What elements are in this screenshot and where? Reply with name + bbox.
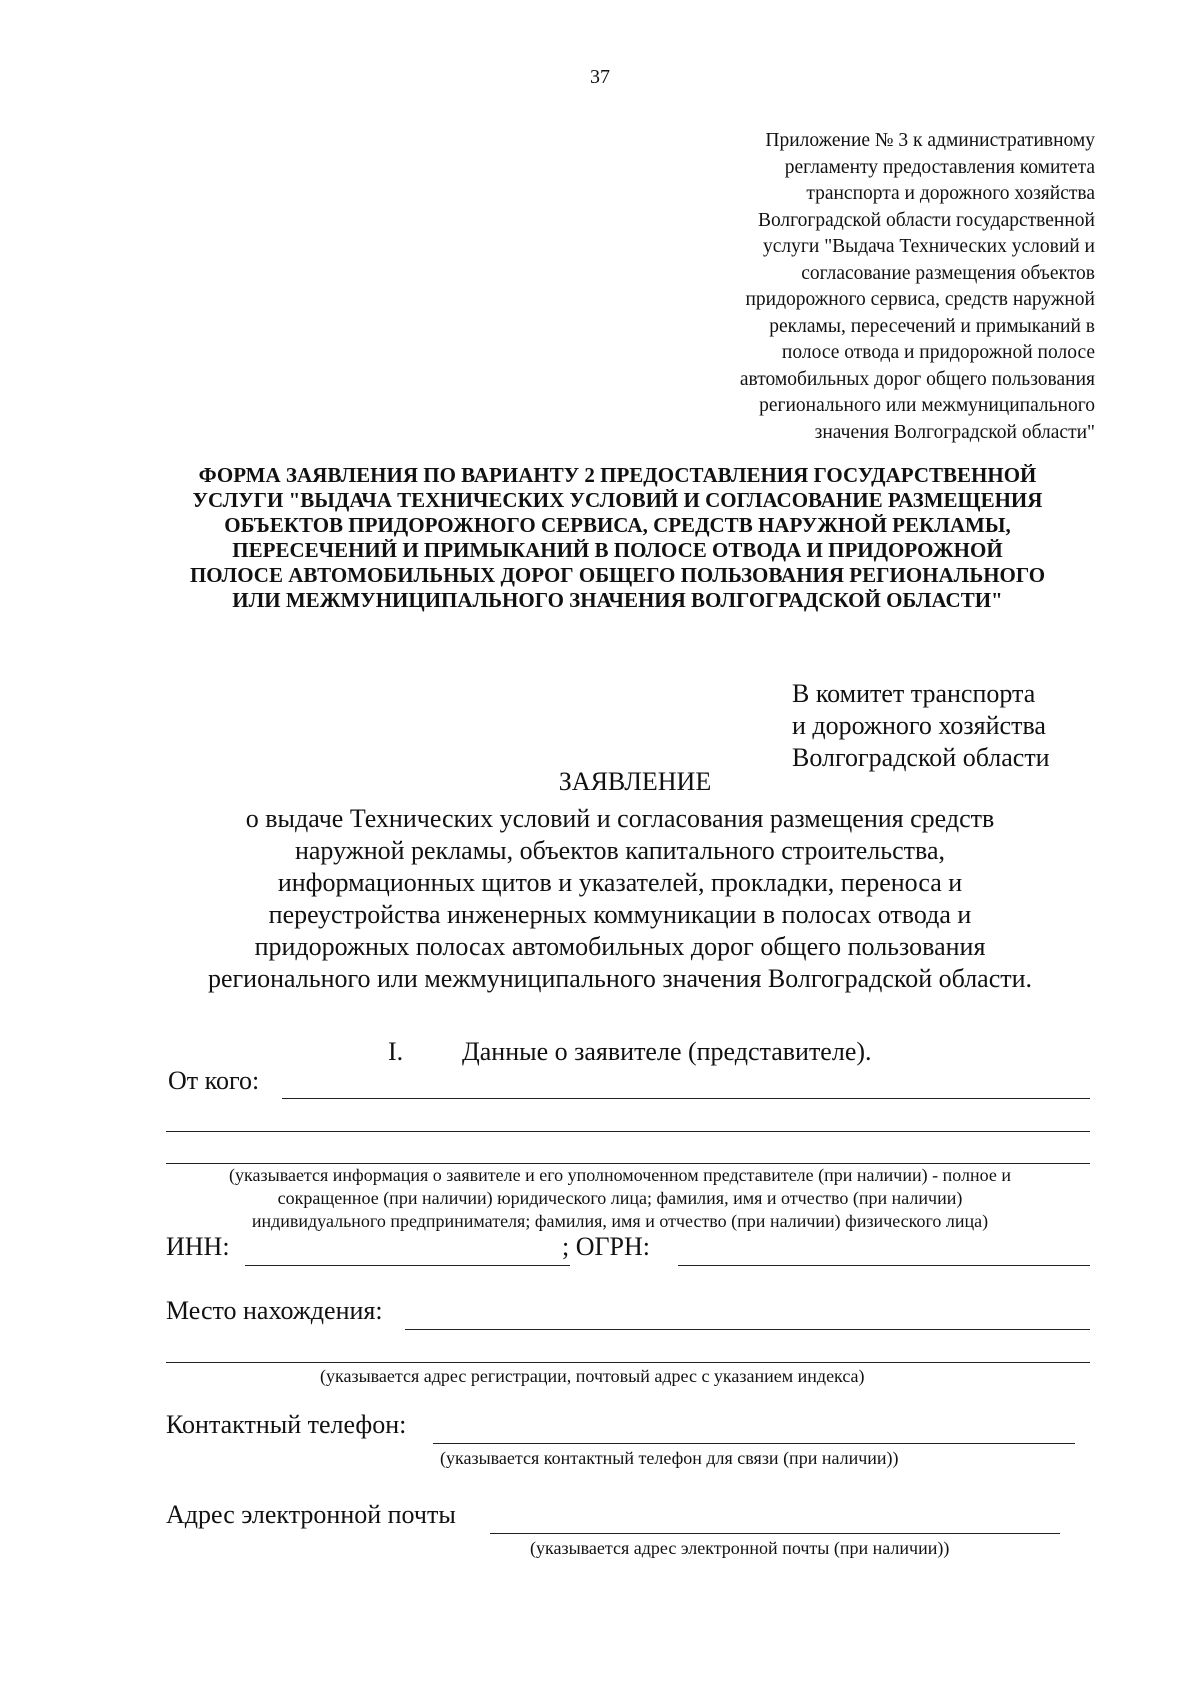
form-title-line: ПЕРЕСЕЧЕНИЙ И ПРИМЫКАНИЙ В ПОЛОСЕ ОТВОДА И ПРИДОРОЖНОЙ — [232, 538, 1003, 562]
appendix-line: регионального или межмуниципального — [759, 395, 1095, 416]
section-title: Данные о заявителе (представителе). — [462, 1037, 872, 1066]
appendix-line: Волгоградской области государственной — [757, 209, 1095, 231]
form-title-line: ОБЪЕКТОВ ПРИДОРОЖНОГО СЕРВИСА, СРЕДСТВ НАРУЖНОЙ РЕКЛАМЫ, — [224, 513, 1011, 537]
appendix-line: услуги "Выдача Технических условий и — [763, 236, 1095, 257]
phone-field-line[interactable] — [433, 1443, 1075, 1444]
inn-field-line[interactable] — [245, 1265, 570, 1266]
addressee-line: и дорожного хозяйства — [792, 711, 1046, 740]
appendix-line: согласование размещения объектов — [801, 262, 1095, 284]
form-title-line: ПОЛОСЕ АВТОМОБИЛЬНЫХ ДОРОГ ОБЩЕГО ПОЛЬЗОВАНИЯ РЕГИОНАЛЬНОГО — [189, 563, 1046, 587]
appendix-line: рекламы, пересечений и примыканий в — [769, 315, 1095, 337]
from-label: От кого: — [168, 1066, 260, 1095]
applicant-hint — [150, 1164, 1090, 1233]
application-title: ЗАЯВЛЕНИЕ — [558, 767, 712, 796]
appendix-line: придорожного сервиса, средств наружной — [745, 289, 1095, 310]
email-hint: (указывается адрес электронной почты (при наличии)) — [530, 1538, 950, 1558]
ogrn-label: ; ОГРН: — [562, 1232, 650, 1261]
page-number: 37 — [590, 66, 610, 88]
inn-label: ИНН: — [166, 1232, 230, 1261]
phone-hint: (указывается контактный телефон для связи (при наличии)) — [440, 1448, 899, 1468]
ogrn-field-line[interactable] — [678, 1265, 1090, 1266]
appendix-line: транспорта и дорожного хозяйства — [806, 183, 1095, 204]
email-label: Адрес электронной почты — [166, 1500, 456, 1529]
location-field-line[interactable] — [405, 1329, 1090, 1330]
email-field-line[interactable] — [490, 1533, 1060, 1534]
from-field-line-2[interactable] — [166, 1131, 1090, 1132]
phone-label: Контактный телефон: — [166, 1410, 407, 1439]
appendix-line: автомобильных дорог общего пользования — [739, 368, 1095, 390]
applicant-hint-line: индивидуального предпринимателя; фамилия, имя и отчество (при наличии) физического лица) — [251, 1211, 989, 1231]
subtitle-line: регионального или межмуниципального значения Волгоградской области. — [207, 964, 1033, 993]
applicant-hint-line: сокращенное (при наличии) юридического лица; фамилия, имя и отчество (при наличии) — [277, 1188, 963, 1208]
appendix-line: Приложение № 3 к административному — [765, 130, 1095, 151]
form-title-line: УСЛУГИ "ВЫДАЧА ТЕХНИЧЕСКИХ УСЛОВИЙ И СОГЛАСОВАНИЕ РАЗМЕЩЕНИЯ — [192, 488, 1043, 512]
application-subtitle — [160, 803, 1080, 995]
appendix-line: регламенту предоставления комитета — [784, 156, 1095, 178]
addressee-line: В комитет транспорта — [792, 679, 1036, 708]
from-field-line[interactable] — [282, 1098, 1090, 1099]
applicant-hint-line: (указывается информация о заявителе и его уполномоченном представителе (при наличии) - полное и — [229, 1165, 1011, 1185]
addressee-line: Волгоградской области — [792, 743, 1050, 772]
subtitle-line: наружной рекламы, объектов капитального строительства, — [294, 836, 946, 865]
form-title-line: ФОРМА ЗАЯВЛЕНИЯ ПО ВАРИАНТУ 2 ПРЕДОСТАВЛЕНИЯ ГОСУДАРСТВЕННОЙ — [198, 463, 1037, 487]
addressee — [792, 678, 1050, 774]
form-title — [165, 463, 1070, 613]
subtitle-line: переустройства инженерных коммуникации в полосах отвода и — [268, 900, 972, 929]
location-label: Место нахождения: — [166, 1296, 383, 1325]
section-number: I. — [388, 1037, 404, 1066]
subtitle-line: информационных щитов и указателей, прокладки, переноса и — [277, 868, 963, 897]
form-title-line: ИЛИ МЕЖМУНИЦИПАЛЬНОГО ЗНАЧЕНИЯ ВОЛГОГРАДСКОЙ ОБЛАСТИ" — [232, 588, 1003, 612]
location-hint: (указывается адрес регистрации, почтовый адрес с указанием индекса) — [320, 1366, 865, 1386]
appendix-note — [635, 128, 1095, 446]
subtitle-line: о выдаче Технических условий и согласования размещения средств — [245, 804, 995, 833]
subtitle-line: придорожных полосах автомобильных дорог общего пользования — [254, 932, 986, 961]
location-field-line-2[interactable] — [166, 1362, 1090, 1363]
appendix-line: полосе отвода и придорожной полосе — [781, 342, 1095, 363]
appendix-line: значения Волгоградской области" — [814, 421, 1095, 443]
